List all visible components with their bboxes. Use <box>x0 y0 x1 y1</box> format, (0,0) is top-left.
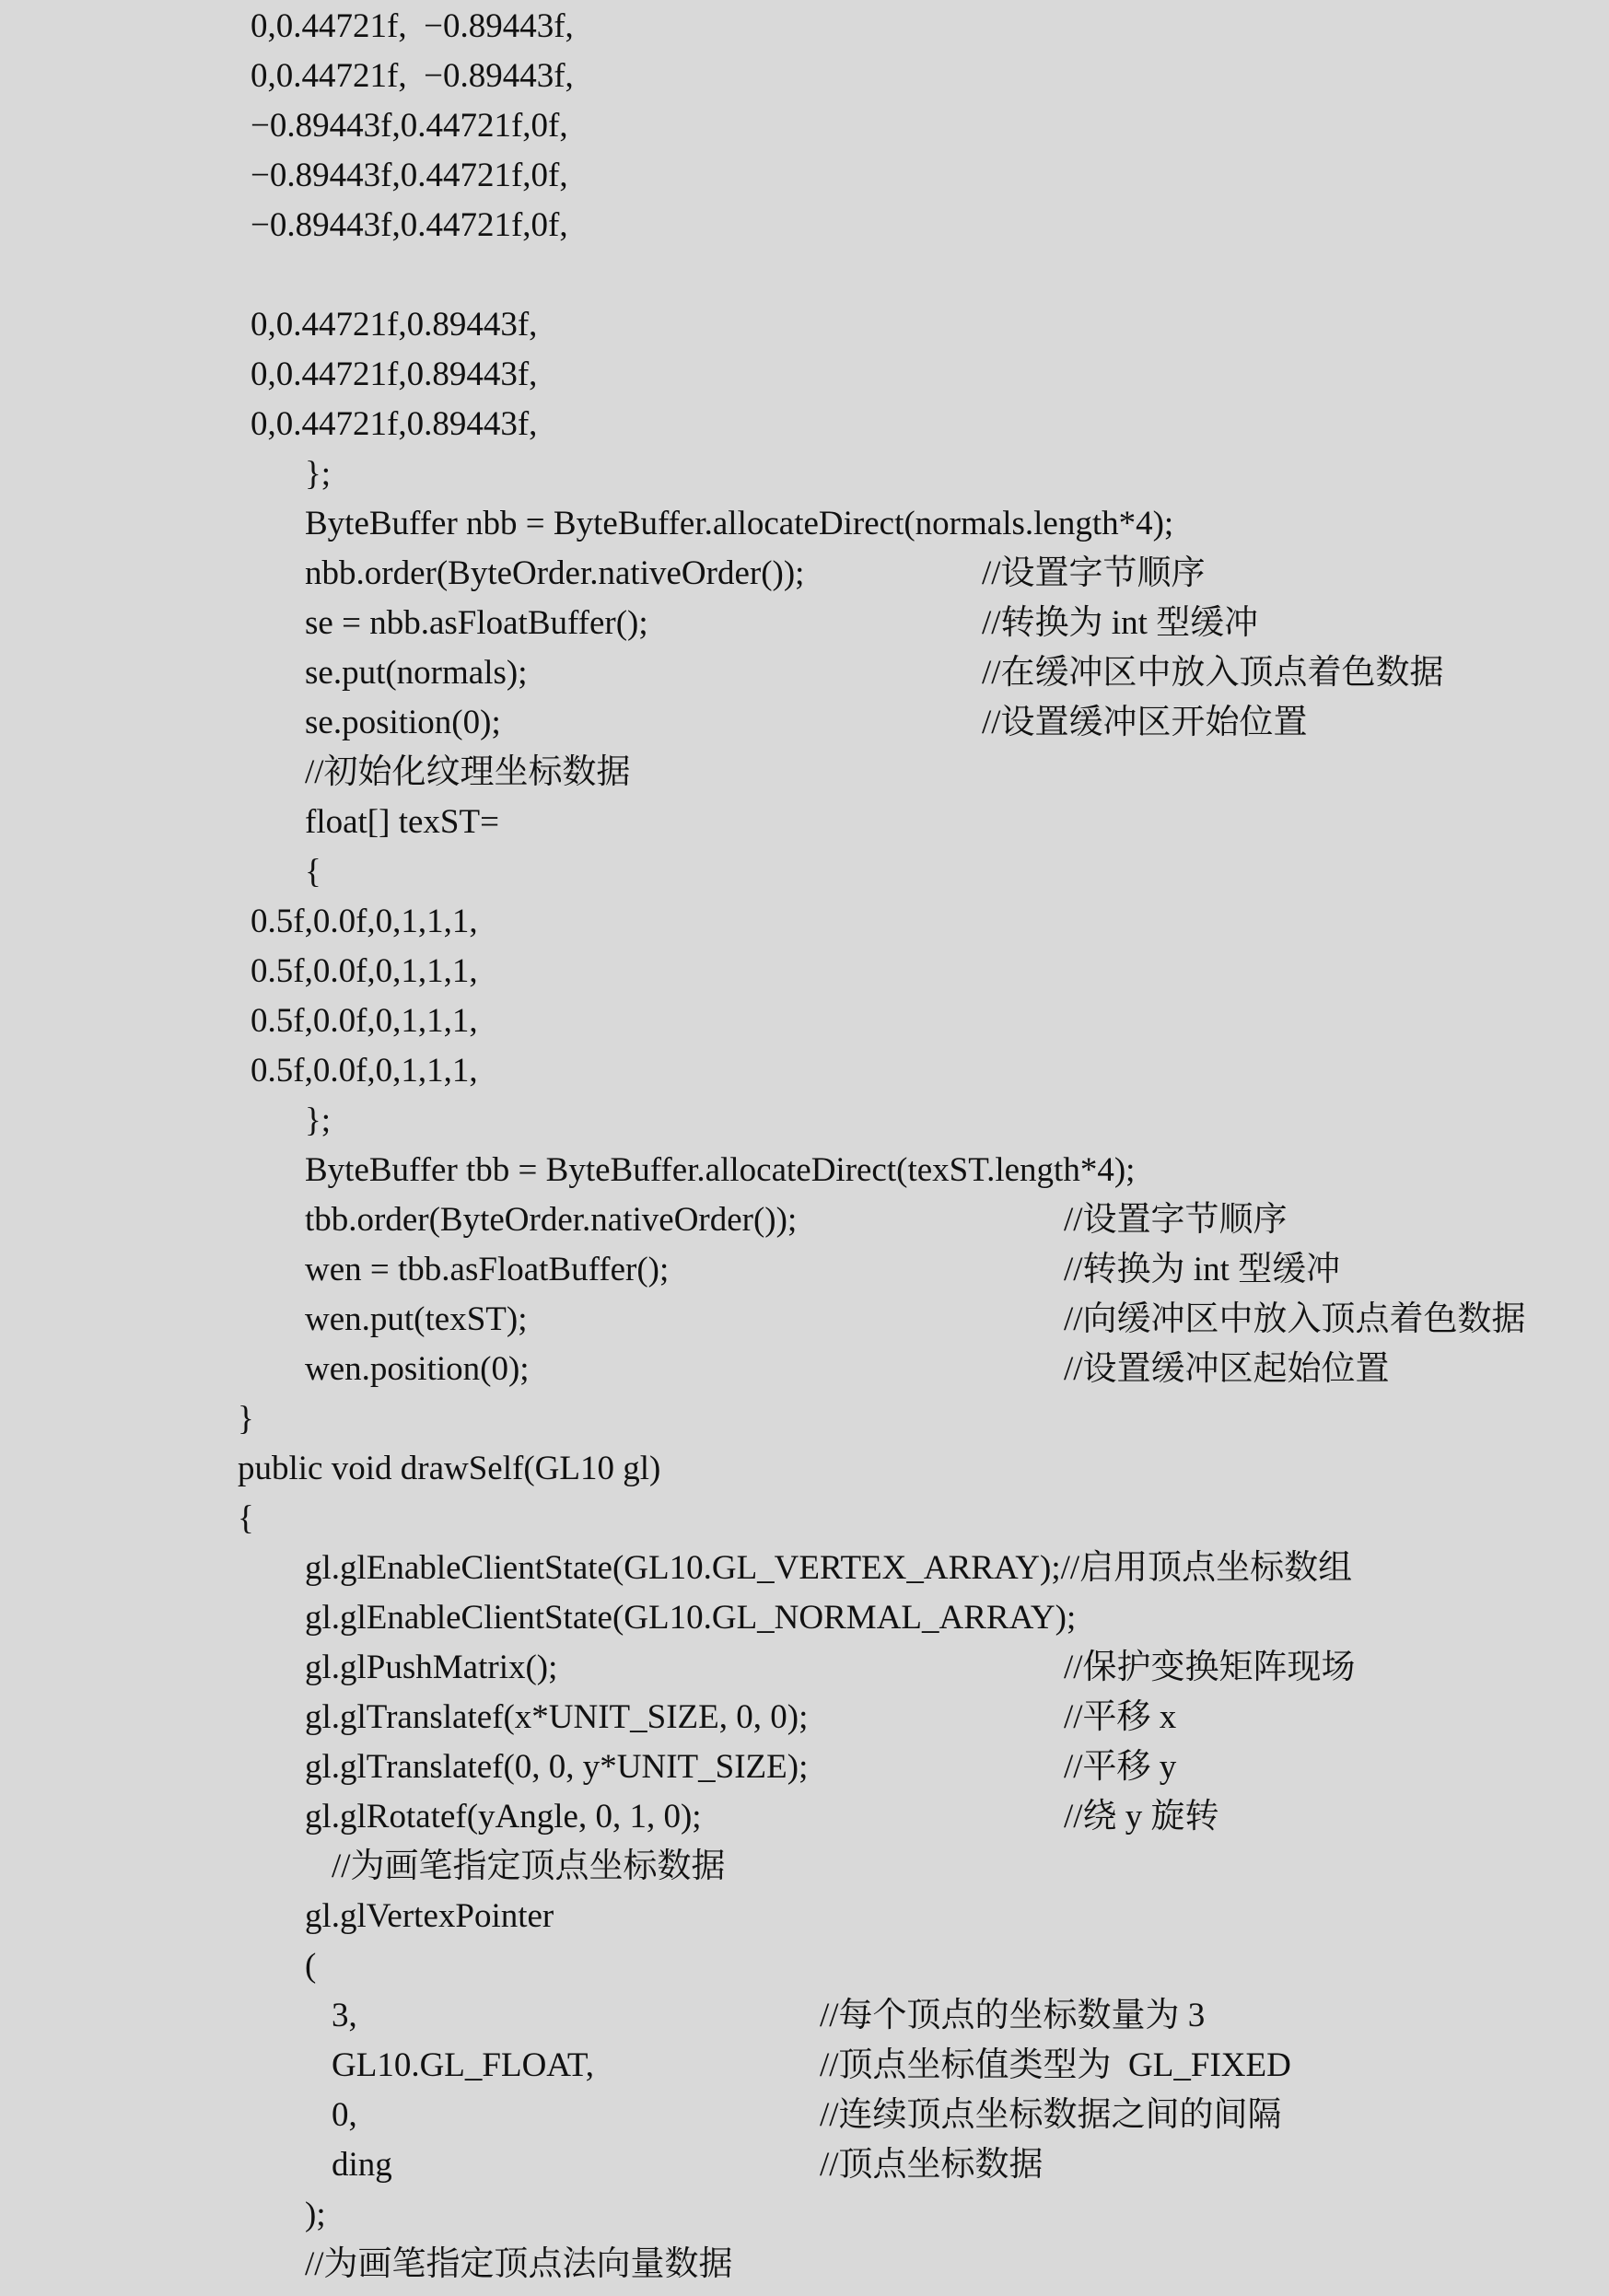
code-comment: //设置字节顺序 <box>982 554 1206 592</box>
code-line <box>0 151 1609 201</box>
code-line <box>0 1593 1609 1643</box>
code-text: ( <box>305 1947 317 1985</box>
code-line <box>0 2240 1609 2290</box>
code-text: 3, <box>332 1997 357 2034</box>
code-text: }; <box>305 1101 332 1139</box>
code-text: tbb.order(ByteOrder.nativeOrder()); <box>305 1201 798 1239</box>
code-line <box>0 1494 1609 1544</box>
code-line <box>0 1991 1609 2041</box>
code-text: gl.glPushMatrix(); <box>305 1649 558 1686</box>
code-text: float[] texST= <box>305 803 499 841</box>
code-text: 0,0.44721f,0.89443f, <box>251 306 538 344</box>
code-comment: //在缓冲区中放入顶点着色数据 <box>982 654 1444 692</box>
code-line <box>0 748 1609 798</box>
code-line <box>0 1146 1609 1195</box>
code-line <box>0 2190 1609 2240</box>
code-line <box>0 101 1609 151</box>
code-line <box>0 1892 1609 1941</box>
code-line <box>0 847 1609 897</box>
code-text: wen.position(0); <box>305 1350 530 1388</box>
code-comment: //设置缓冲区起始位置 <box>1064 1350 1390 1388</box>
code-line <box>0 798 1609 847</box>
code-comment: //设置缓冲区开始位置 <box>982 704 1308 741</box>
code-text: 0,0.44721f,0.89443f, <box>251 355 538 393</box>
code-text: −0.89443f,0.44721f,0f, <box>251 107 568 145</box>
code-text: −0.89443f,0.44721f,0f, <box>251 206 568 244</box>
code-line <box>0 1096 1609 1146</box>
code-text: 0,0.44721f, −0.89443f, <box>251 57 574 95</box>
code-text: gl.glTranslatef(0, 0, y*UNIT_SIZE); <box>305 1748 809 1786</box>
code-text: gl.glEnableClientState(GL10.GL_NORMAL_ARRAY); <box>305 1599 1077 1637</box>
code-text: wen.put(texST); <box>305 1300 528 1338</box>
code-text: gl.glVertexPointer <box>305 1897 554 1935</box>
code-line <box>0 897 1609 947</box>
code-line <box>0 648 1609 698</box>
code-text: nbb.order(ByteOrder.nativeOrder()); <box>305 554 805 592</box>
code-text: { <box>305 853 321 891</box>
code-comment: //转换为 int 型缓冲 <box>982 604 1259 642</box>
code-line <box>0 1544 1609 1593</box>
code-comment: //连续顶点坐标数据之间的间隔 <box>820 2096 1282 2134</box>
code-line <box>0 1742 1609 1792</box>
code-text: wen = tbb.asFloatBuffer(); <box>305 1251 670 1288</box>
code-line <box>0 300 1609 350</box>
code-line <box>0 52 1609 101</box>
code-line <box>0 449 1609 499</box>
code-line <box>0 1295 1609 1345</box>
code-comment: //向缓冲区中放入顶点着色数据 <box>1064 1300 1526 1338</box>
code-text: se.position(0); <box>305 704 501 741</box>
code-text: 0.5f,0.0f,0,1,1,1, <box>251 1002 478 1040</box>
code-text: GL10.GL_FLOAT, <box>332 2046 595 2084</box>
code-text: −0.89443f,0.44721f,0f, <box>251 157 568 194</box>
code-comment: //平移 x <box>1064 1698 1177 1736</box>
code-text: 0.5f,0.0f,0,1,1,1, <box>251 903 478 940</box>
code-text: //为画笔指定顶点法向量数据 <box>305 2245 733 2283</box>
code-text: 0,0.44721f, −0.89443f, <box>251 7 574 45</box>
code-line <box>0 2041 1609 2091</box>
code-text: gl.glRotatef(yAngle, 0, 1, 0); <box>305 1798 702 1836</box>
code-line <box>0 2091 1609 2140</box>
code-line <box>0 1245 1609 1295</box>
code-text: se = nbb.asFloatBuffer(); <box>305 604 648 642</box>
code-text: ByteBuffer tbb = ByteBuffer.allocateDirect(texST.length*4); <box>305 1151 1136 1189</box>
code-line <box>0 1643 1609 1693</box>
code-text: }; <box>305 455 332 493</box>
code-line <box>0 1792 1609 1842</box>
code-comment: //设置字节顺序 <box>1064 1201 1288 1239</box>
code-text: 0,0.44721f,0.89443f, <box>251 405 538 443</box>
code-line <box>0 1941 1609 1991</box>
code-text: se.put(normals); <box>305 654 528 692</box>
code-line <box>0 1693 1609 1742</box>
code-comment: //顶点坐标数据 <box>820 2146 1044 2184</box>
code-text: 0.5f,0.0f,0,1,1,1, <box>251 1052 478 1090</box>
code-line <box>0 2 1609 52</box>
code-text: gl.glEnableClientState(GL10.GL_VERTEX_ARRAY);//启用顶点坐标数组 <box>305 1549 1353 1587</box>
code-line <box>0 1046 1609 1096</box>
code-line <box>0 499 1609 549</box>
code-line <box>0 2140 1609 2190</box>
code-line <box>0 201 1609 251</box>
code-text: gl.glTranslatef(x*UNIT_SIZE, 0, 0); <box>305 1698 809 1736</box>
code-text: { <box>238 1499 254 1537</box>
code-text: //为画笔指定顶点坐标数据 <box>332 1847 726 1885</box>
code-line <box>0 1394 1609 1444</box>
code-comment: //每个顶点的坐标数量为 3 <box>820 1997 1206 2034</box>
code-text: ding <box>332 2146 392 2184</box>
code-comment: //绕 y 旋转 <box>1064 1798 1219 1836</box>
code-line <box>0 1444 1609 1494</box>
code-line <box>0 549 1609 599</box>
code-line <box>0 350 1609 400</box>
code-line <box>0 400 1609 449</box>
code-line <box>0 996 1609 1046</box>
code-text: ByteBuffer nbb = ByteBuffer.allocateDirect(normals.length*4); <box>305 505 1174 542</box>
code-text: ); <box>305 2196 326 2233</box>
code-line <box>0 947 1609 996</box>
code-line <box>0 599 1609 648</box>
code-comment: //转换为 int 型缓冲 <box>1064 1251 1341 1288</box>
code-line <box>0 1842 1609 1892</box>
code-text: 0.5f,0.0f,0,1,1,1, <box>251 952 478 990</box>
code-text: public void drawSelf(GL10 gl) <box>238 1450 661 1487</box>
code-line <box>0 1345 1609 1394</box>
code-text: //初始化纹理坐标数据 <box>305 753 631 791</box>
code-line <box>0 1195 1609 1245</box>
code-text: 0, <box>332 2096 357 2134</box>
code-comment: //平移 y <box>1064 1748 1177 1786</box>
code-comment: //保护变换矩阵现场 <box>1064 1649 1356 1686</box>
code-line <box>0 698 1609 748</box>
code-comment: //顶点坐标值类型为 GL_FIXED <box>820 2046 1291 2084</box>
code-text: } <box>238 1400 254 1438</box>
